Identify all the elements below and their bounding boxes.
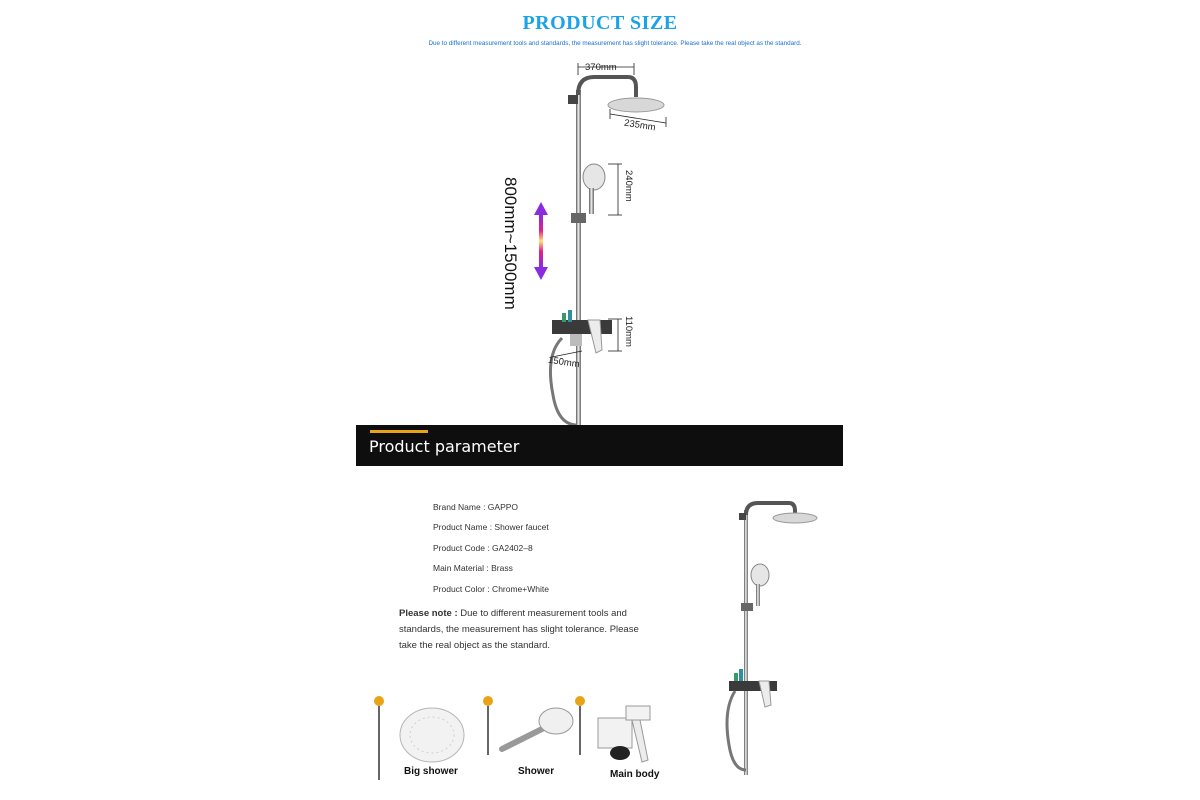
head-diameter-label: 235mm [623, 117, 657, 134]
body-height-label: 110mm [623, 316, 634, 347]
big-shower-marker [373, 695, 385, 780]
page-subtitle: Due to different measurement tools and standards, the measurement has slight tolerance. Please take the real object as the standard. [428, 40, 802, 47]
param-product-code: Product Code : GA2402–8 [433, 543, 533, 553]
main-body-image [590, 700, 670, 770]
param-brand: Brand Name : GAPPO [433, 502, 519, 512]
measurement-note [399, 606, 649, 654]
hand-shower-length-label: 240mm [623, 170, 634, 202]
note-text: Due to different measurement tools and standards, the measurement has slight tolerance. Please take the real object as the standard. [399, 608, 639, 651]
param-color: Product Color : Chrome+White [433, 584, 549, 594]
shower-marker [482, 695, 494, 755]
note-label: Please note : [399, 608, 458, 619]
arm-length-label: 370mm [585, 62, 617, 73]
header-accent-line [370, 430, 428, 433]
shower-product-image [715, 495, 825, 775]
param-material: Main Material : Brass [433, 563, 513, 573]
main-body-marker [574, 695, 586, 755]
height-range-label: 800mm~1500mm [501, 177, 520, 310]
shower-label: Shower [518, 766, 555, 777]
param-product-name: Product Name : Shower faucet [433, 522, 549, 532]
hand-shower-image [498, 705, 578, 755]
spout-length-label: 150mm [547, 354, 581, 371]
main-body-label: Main body [610, 769, 660, 780]
page-title: PRODUCT SIZE [522, 12, 678, 34]
big-shower-image [398, 705, 466, 763]
big-shower-label: Big shower [404, 766, 458, 777]
parameter-heading: Product parameter [369, 437, 520, 456]
